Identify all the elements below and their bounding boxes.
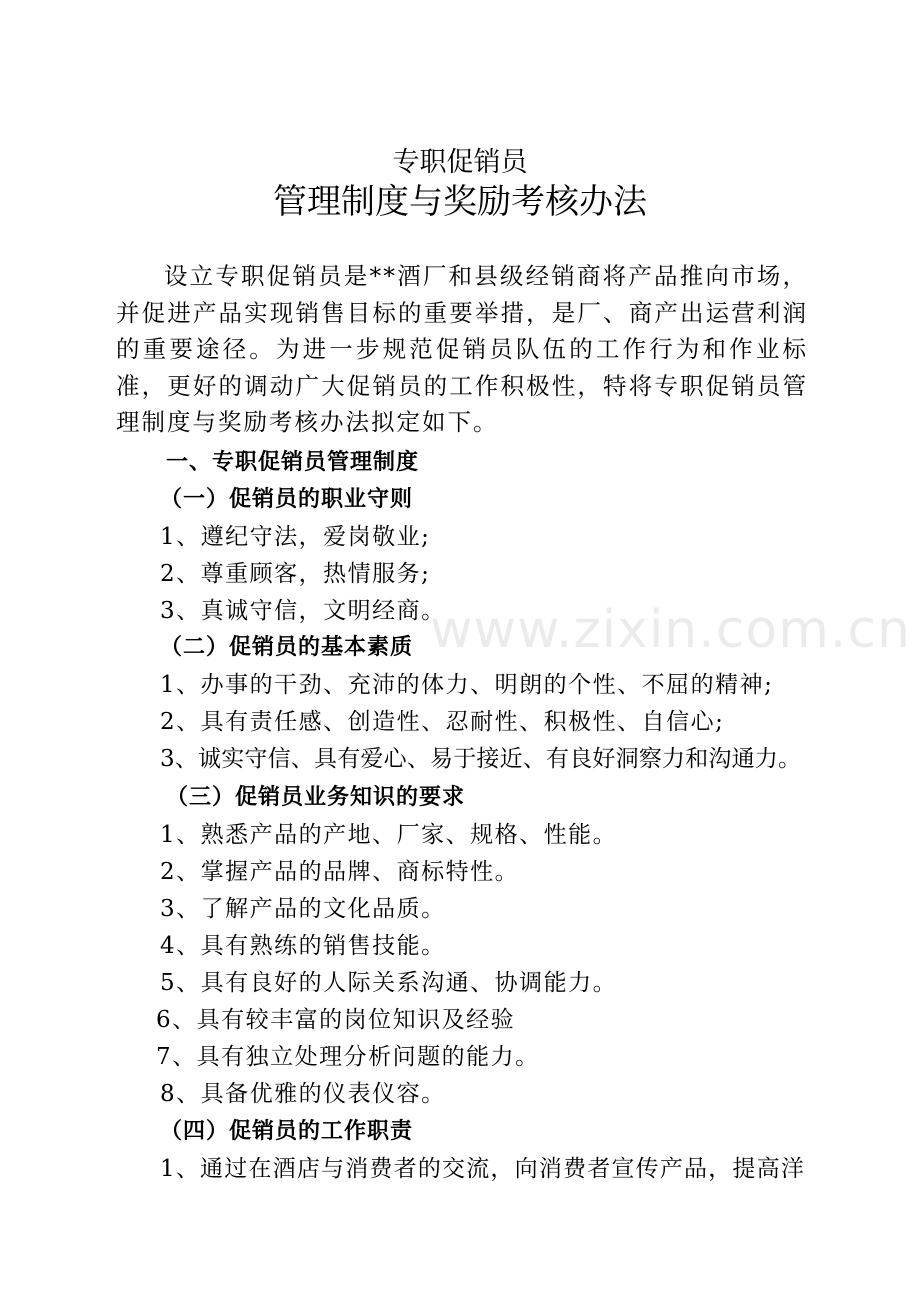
list-item: 7、具有独立处理分析问题的能力。 (156, 1044, 540, 1070)
subsection-heading-4: （四）促销员的工作职责 (160, 1119, 414, 1144)
site-watermark: www.zixin.com.cn (430, 600, 911, 660)
list-item: 1、熟悉产品的产地、厂家、规格、性能。 (160, 822, 618, 848)
intro-paragraph: 设立专职促销员是**酒厂和县级经销商将产品推向市场，并促进产品实现销售目标的重要举措，是厂、商产出运营利润的重要途径。为进一步规范促销员队伍的工作行为和作业标准，更好的调动广大促销员的工作积极性，特将专职促销员管理制度与奖励考核办法拟定如下。 (116, 262, 808, 436)
subsection-heading-3: （三）促销员业务知识的要求 (166, 785, 466, 810)
list-item: 2、具有责任感、创造性、忍耐性、积极性、自信心; (160, 709, 725, 735)
list-item: 1、通过在酒店与消费者的交流，向消费者宣传产品，提高洋 (160, 1156, 806, 1182)
list-item: 1、办事的干劲、充沛的体力、明朗的个性、不屈的精神; (160, 672, 774, 698)
list-item: 4、具有熟练的销售技能。 (160, 933, 446, 959)
doc-title-line2: 管理制度与奖励考核办法 (273, 182, 647, 222)
list-item: 6、具有较丰富的岗位知识及经验 (156, 1007, 516, 1033)
list-item: 3、诚实守信、具有爱心、易于接近、有良好洞察力和沟通力。 (160, 746, 802, 772)
section-heading-1: 一、专职促销员管理制度 (166, 450, 420, 475)
list-item: 2、尊重顾客，热情服务; (160, 561, 431, 587)
list-item: 3、真诚守信，文明经商。 (160, 598, 446, 624)
subsection-heading-1: （一）促销员的职业守则 (160, 487, 414, 512)
list-item: 1、遵纪守法，爱岗敬业; (160, 524, 431, 550)
list-item: 3、了解产品的文化品质。 (160, 896, 446, 922)
list-item: 2、掌握产品的品牌、商标特性。 (160, 859, 520, 885)
doc-title-line1: 专职促销员 (392, 147, 528, 178)
list-item: 8、具备优雅的仪表仪容。 (160, 1081, 446, 1107)
subsection-heading-2: （二）促销员的基本素质 (160, 635, 414, 660)
list-item: 5、具有良好的人际关系沟通、协调能力。 (160, 970, 618, 996)
